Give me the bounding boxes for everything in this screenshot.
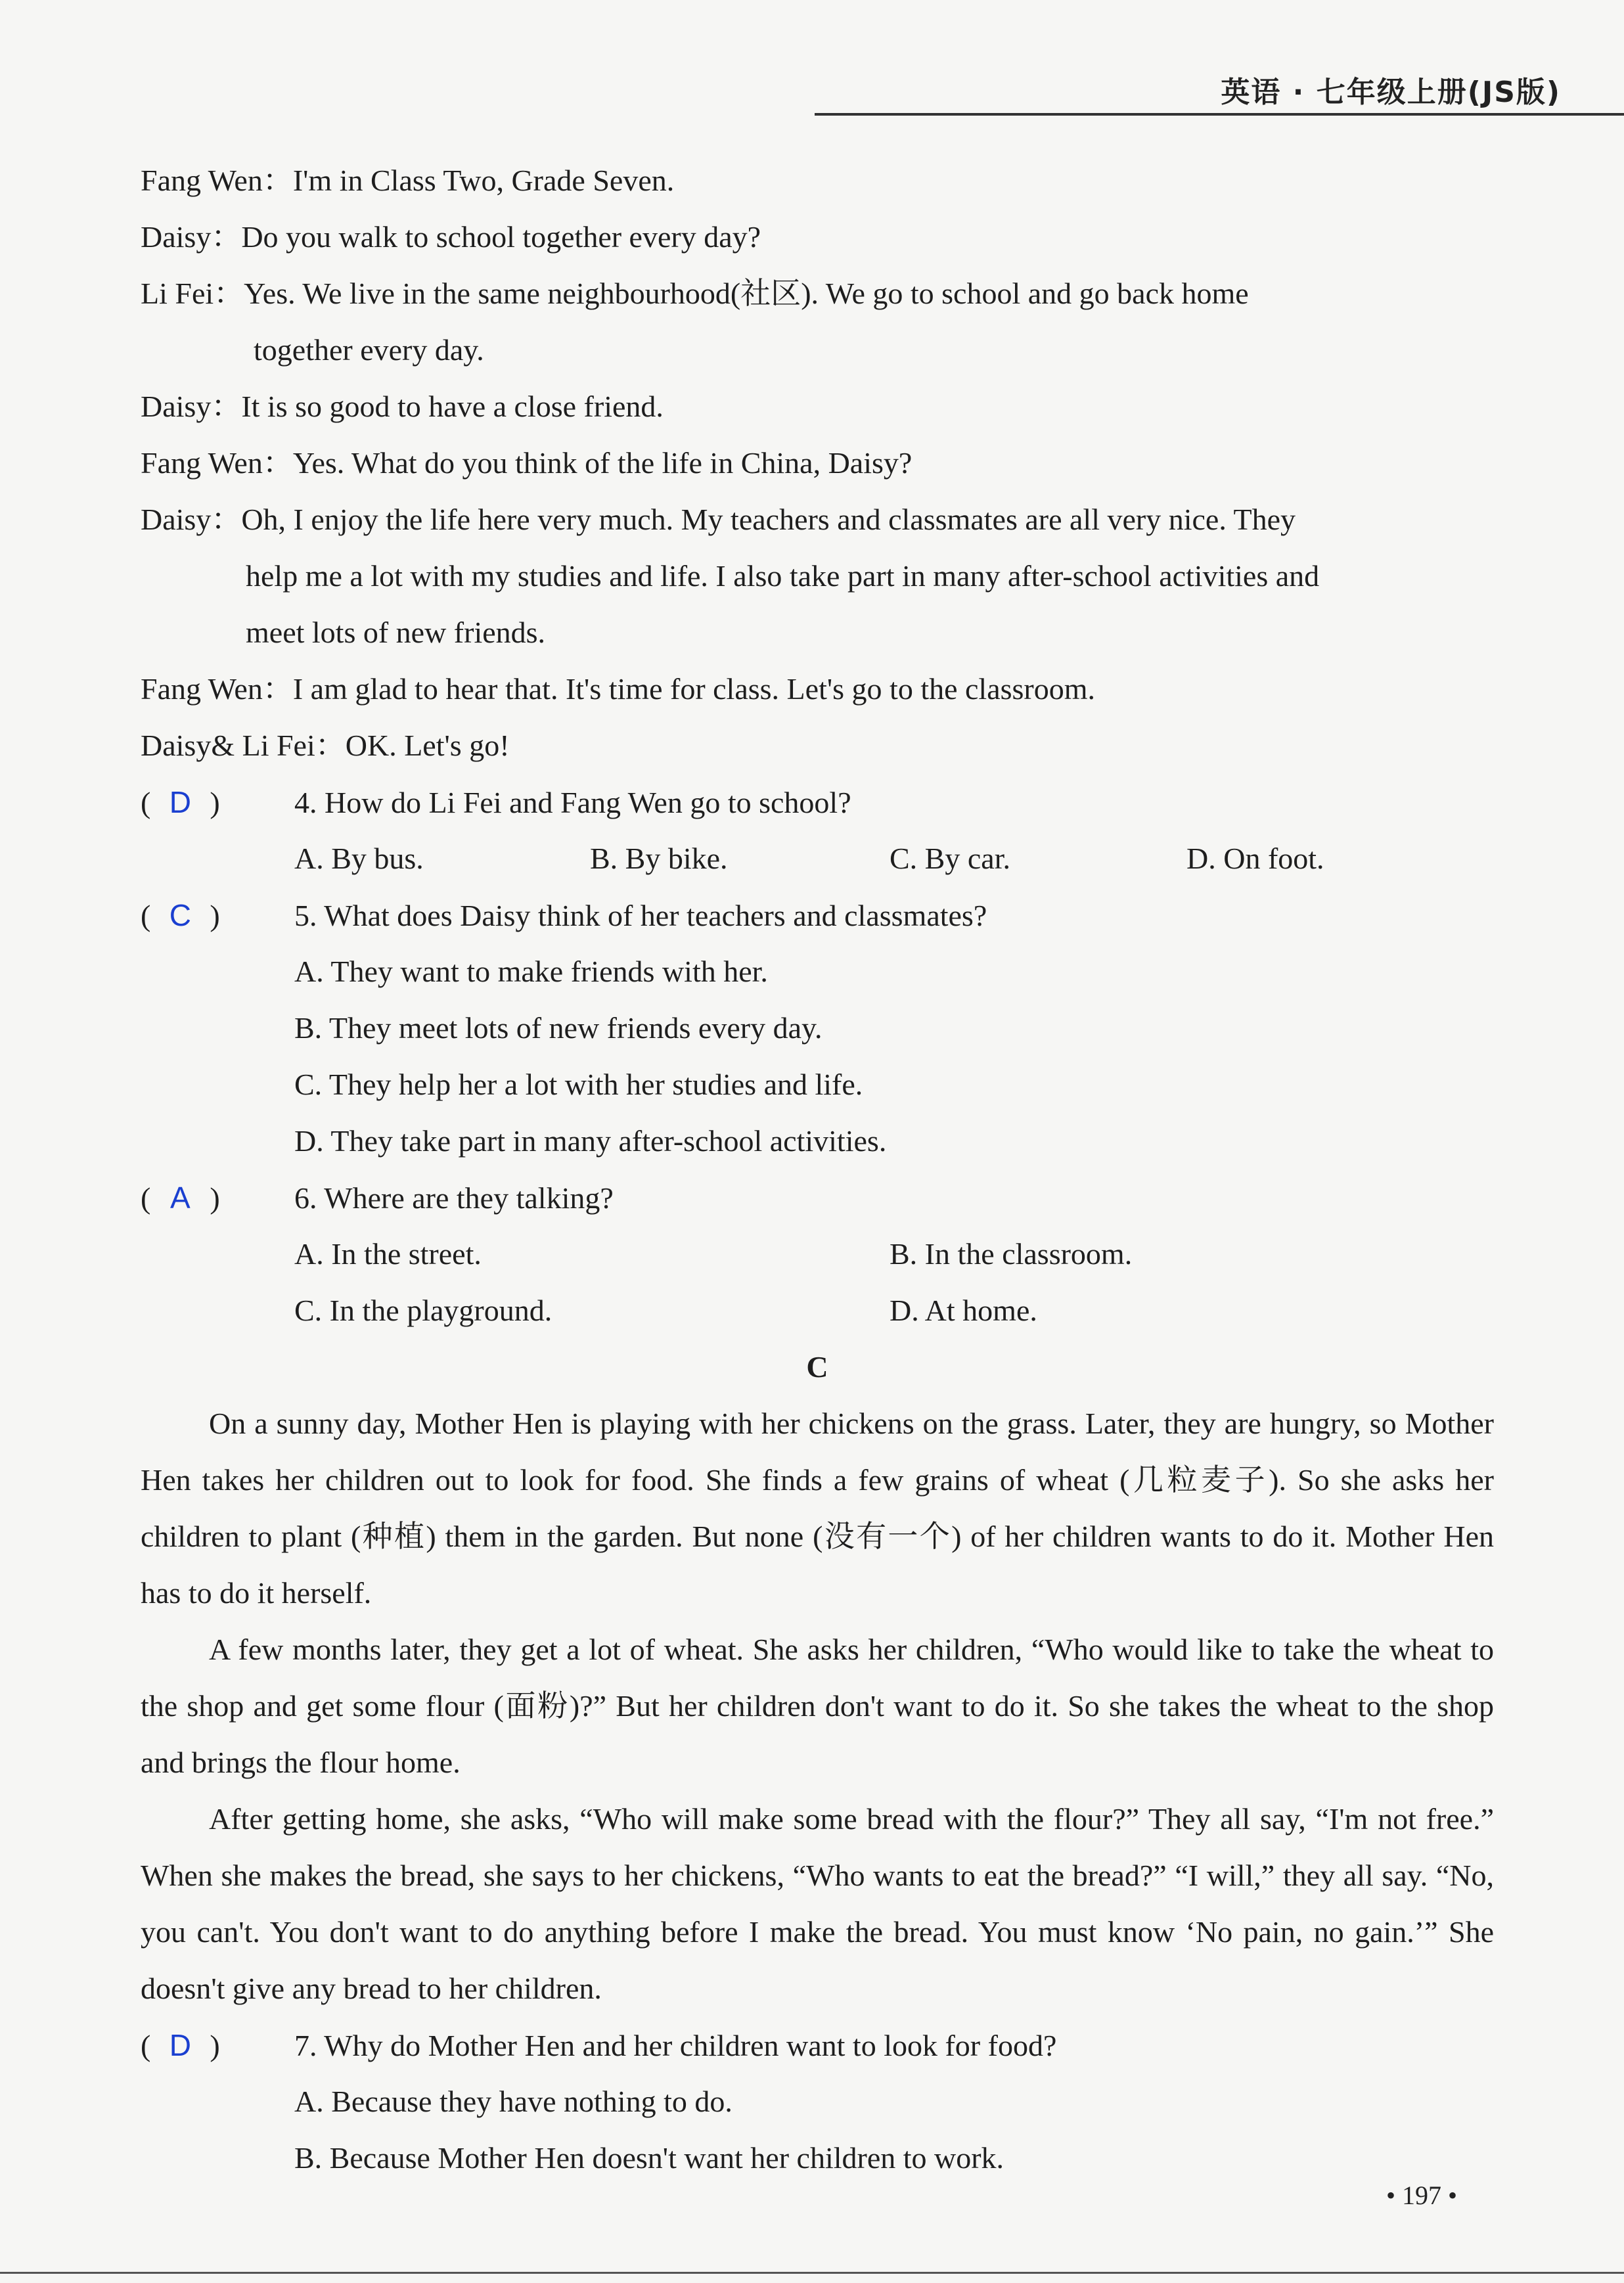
passage-paragraph: On a sunny day, Mother Hen is playing with her chickens on the grass. Later, they are hungry, so Mother Hen takes her children out to look for food. She finds a few grains of wheat (几粒麦子). So she asks her children to plant (种植) them in the garden. But none (没有一个) of her children wants to do it. Mother Hen has to do it herself. bbox=[141, 1407, 1494, 1610]
option-b: B. They meet lots of new friends every day. bbox=[294, 1011, 823, 1045]
page-header bbox=[0, 0, 1624, 118]
speaker: Fang Wen： bbox=[141, 446, 293, 480]
question-stem: 6. Where are they talking? bbox=[294, 1181, 614, 1215]
question-stem: 5. What does Daisy think of her teachers and classmates? bbox=[294, 899, 987, 932]
answer: D bbox=[169, 785, 191, 819]
option-b: B. Because Mother Hen doesn't want her children to work. bbox=[294, 2141, 1004, 2175]
dialogue-line bbox=[141, 717, 1494, 774]
speaker: Daisy& Li Fei： bbox=[141, 729, 346, 762]
book-title: 英语 · 七年级上册(JS版) bbox=[1221, 76, 1561, 109]
dialogue-text: It is so good to have a close friend. bbox=[241, 390, 664, 423]
option-a: A. By bus. bbox=[294, 842, 424, 875]
options-row bbox=[141, 830, 1494, 887]
passage-paragraph: After getting home, she asks, “Who will make some bread with the flour?” They all say, “I'm not free.” When she makes the bread, she says to her chickens, “Who wants to eat the bread?” “I will,” they all say. “No, you can't. You don't want to do anything before I make the bread. You must know ‘No pain, no gain.’” She doesn't give any bread to her children. bbox=[141, 1802, 1494, 2005]
passage-paragraph: A few months later, they get a lot of wheat. She asks her children, “Who would like to take the wheat to the shop and get some flour (面粉)?” But her children don't want to do it. So she takes the wheat to the shop and brings the flour home. bbox=[141, 1633, 1494, 1779]
option-b: B. In the classroom. bbox=[890, 1237, 1133, 1271]
speaker: Fang Wen： bbox=[141, 164, 293, 197]
speaker: Li Fei： bbox=[141, 277, 244, 310]
speaker: Daisy： bbox=[141, 503, 242, 536]
dialogue-line bbox=[141, 435, 1494, 491]
options-row bbox=[141, 1282, 1494, 1339]
dialogue-line-cont: together every day. bbox=[254, 333, 484, 367]
option-a: A. They want to make friends with her. bbox=[294, 955, 768, 988]
question-6 bbox=[141, 1169, 1494, 1226]
speaker: Daisy： bbox=[141, 220, 242, 254]
option-d: D. They take part in many after-school activities. bbox=[294, 1124, 887, 1158]
answer: C bbox=[169, 898, 191, 932]
question-4 bbox=[141, 774, 1494, 830]
dialogue-line bbox=[141, 152, 1494, 209]
answer-bracket: ( D ) bbox=[141, 2017, 294, 2074]
option-a: A. Because they have nothing to do. bbox=[294, 2085, 733, 2118]
dialogue-text: I'm in Class Two, Grade Seven. bbox=[292, 164, 675, 197]
dialogue-text: Yes. What do you think of the life in China, Daisy? bbox=[292, 446, 913, 480]
options-row bbox=[141, 1226, 1494, 1282]
dialogue-line bbox=[141, 378, 1494, 435]
dialogue-text: Oh, I enjoy the life here very much. My teachers and classmates are all very nice. They bbox=[241, 503, 1296, 536]
option-d: D. At home. bbox=[890, 1294, 1037, 1327]
dialogue-text: Yes. We live in the same neighbourhood(社区). We go to school and go back home bbox=[244, 277, 1249, 310]
dialogue-line-cont: meet lots of new friends. bbox=[246, 616, 546, 649]
answer: A bbox=[169, 1181, 191, 1215]
dialogue-line bbox=[141, 491, 1494, 548]
answer: D bbox=[169, 2028, 191, 2062]
dialogue-line bbox=[141, 661, 1494, 717]
bottom-divider bbox=[0, 2272, 1624, 2274]
answer-bracket: ( A ) bbox=[141, 1169, 294, 1227]
question-5 bbox=[141, 887, 1494, 943]
question-stem: 4. How do Li Fei and Fang Wen go to school? bbox=[294, 786, 851, 819]
question-stem: 7. Why do Mother Hen and her children want to look for food? bbox=[294, 2029, 1057, 2062]
section-label: C bbox=[806, 1350, 828, 1384]
option-c: C. By car. bbox=[890, 842, 1010, 875]
dialogue-line-cont: help me a lot with my studies and life. I also take part in many after-school activities and bbox=[246, 559, 1320, 593]
speaker: Daisy： bbox=[141, 390, 242, 423]
option-b: B. By bike. bbox=[590, 842, 728, 875]
answer-bracket: ( C ) bbox=[141, 887, 294, 944]
dialogue-text: I am glad to hear that. It's time for class. Let's go to the classroom. bbox=[292, 672, 1096, 706]
option-d: D. On foot. bbox=[1186, 842, 1324, 875]
answer-bracket: ( D ) bbox=[141, 774, 294, 831]
page-number: • 197 • bbox=[1386, 2181, 1458, 2210]
header-divider bbox=[815, 113, 1624, 116]
dialogue-text: OK. Let's go! bbox=[345, 729, 510, 762]
page-content bbox=[141, 152, 1494, 2186]
question-7 bbox=[141, 2017, 1494, 2073]
speaker: Fang Wen： bbox=[141, 672, 293, 706]
dialogue-line bbox=[141, 265, 1494, 322]
option-a: A. In the street. bbox=[294, 1237, 482, 1271]
dialogue-line bbox=[141, 209, 1494, 265]
option-c: C. They help her a lot with her studies and life. bbox=[294, 1068, 863, 1101]
option-c: C. In the playground. bbox=[294, 1294, 553, 1327]
dialogue-text: Do you walk to school together every day? bbox=[241, 220, 761, 254]
